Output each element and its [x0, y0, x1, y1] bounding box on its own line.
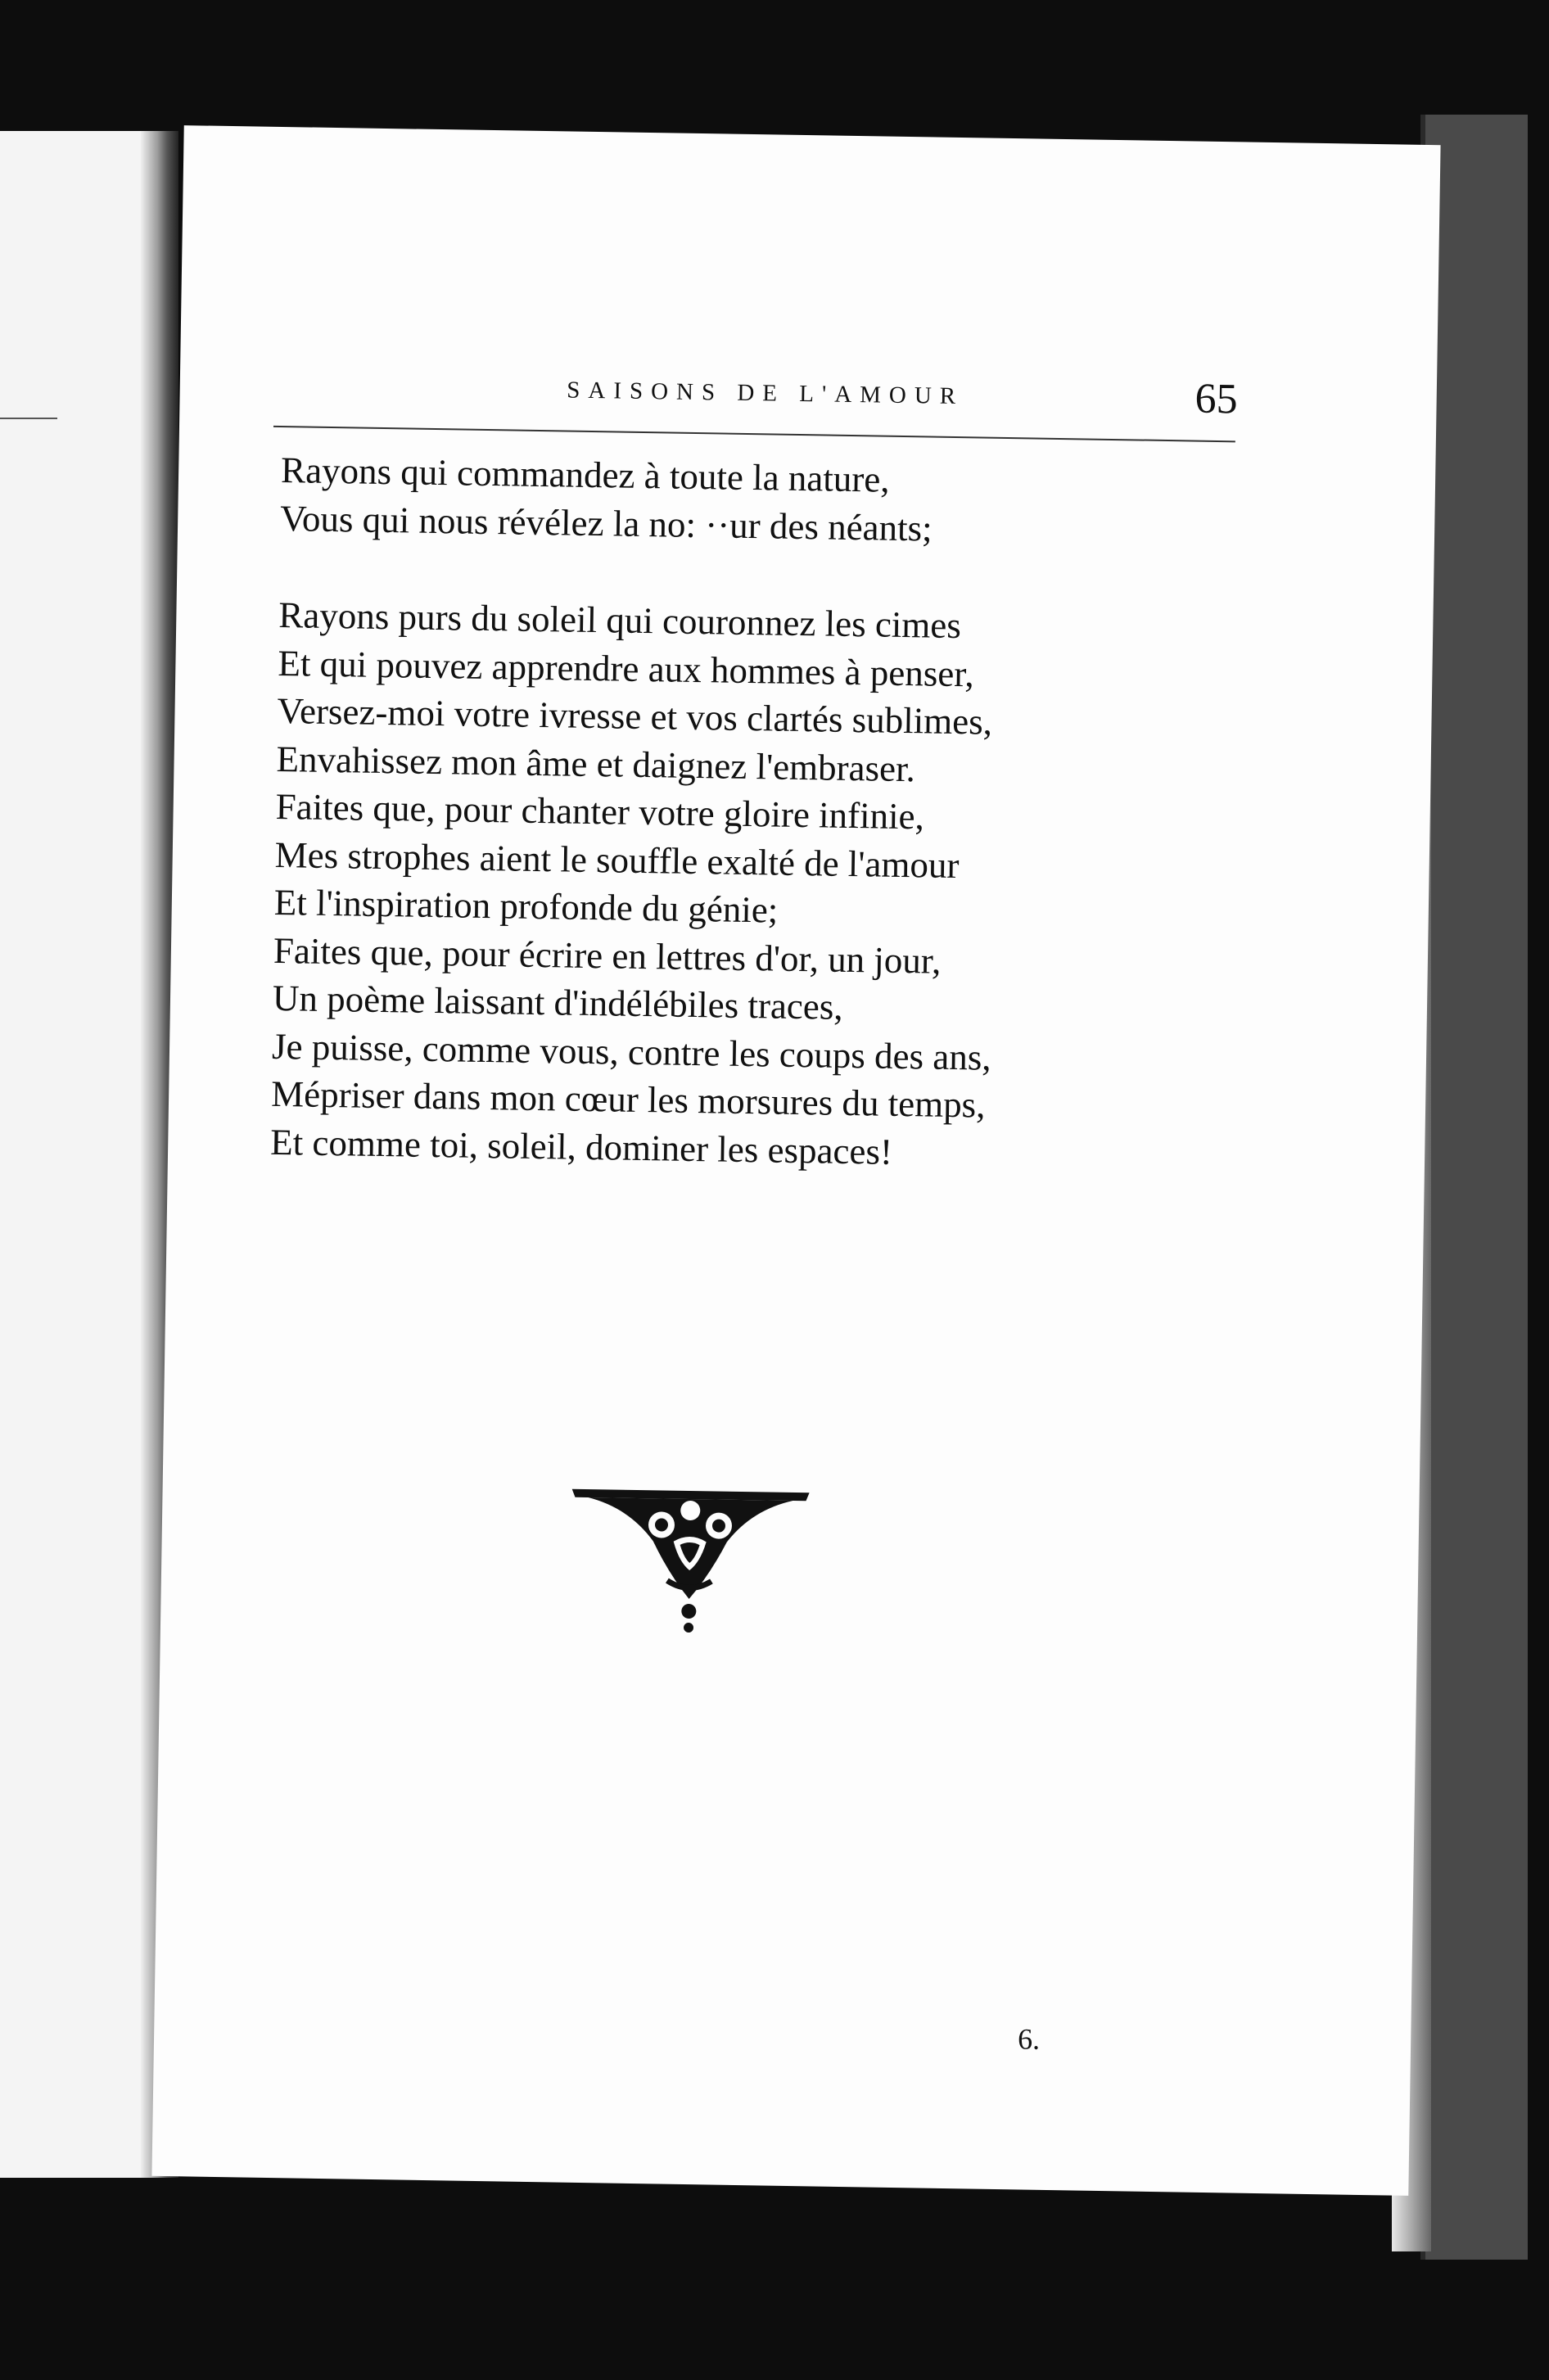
poem-line: Mes strophes aient le souffle exalté de l'amour	[274, 833, 960, 886]
poem-line: Je puisse, comme vous, contre les coups des ans,	[271, 1025, 991, 1078]
facing-page-rule	[0, 418, 57, 419]
poem-line: Faites que, pour écrire en lettres d'or, un jour,	[273, 929, 942, 982]
poem-line: Et qui pouvez apprendre aux hommes à penser,	[278, 642, 975, 694]
poem-line: Rayons purs du soleil qui couronnez les cimes	[278, 594, 962, 647]
running-title: SAISONS DE L'AMOUR	[567, 377, 964, 410]
poem-line: Envahissez mon âme et daignez l'embraser.	[276, 738, 916, 789]
facing-page	[0, 131, 160, 2178]
page-number: 65	[1194, 375, 1239, 423]
poem-text	[270, 446, 1264, 1181]
poem-line: Rayons qui commandez à toute la nature,	[280, 449, 890, 500]
poem-line: Versez-moi votre ivresse et vos clartés sublimes,	[277, 689, 993, 743]
poem-line: Et comme toi, soleil, dominer les espaces!	[269, 1121, 893, 1172]
poem-line: Un poème laissant d'indélébiles traces,	[272, 977, 844, 1027]
poem-line: Faites que, pour chanter votre gloire infinie,	[275, 785, 925, 838]
header-rule	[273, 426, 1235, 442]
poem-line: Mépriser dans mon cœur les morsures du temps,	[270, 1073, 986, 1126]
poem-line: Vous qui nous révélez la no: ··ur des néants;	[279, 497, 933, 549]
tailpiece-ornament-icon	[570, 1483, 810, 1638]
book-cover-board	[1420, 115, 1528, 2260]
poem-line: Et l'inspiration profonde du génie;	[273, 881, 779, 931]
book-page	[151, 125, 1440, 2196]
signature-mark: 6.	[1017, 2022, 1041, 2056]
